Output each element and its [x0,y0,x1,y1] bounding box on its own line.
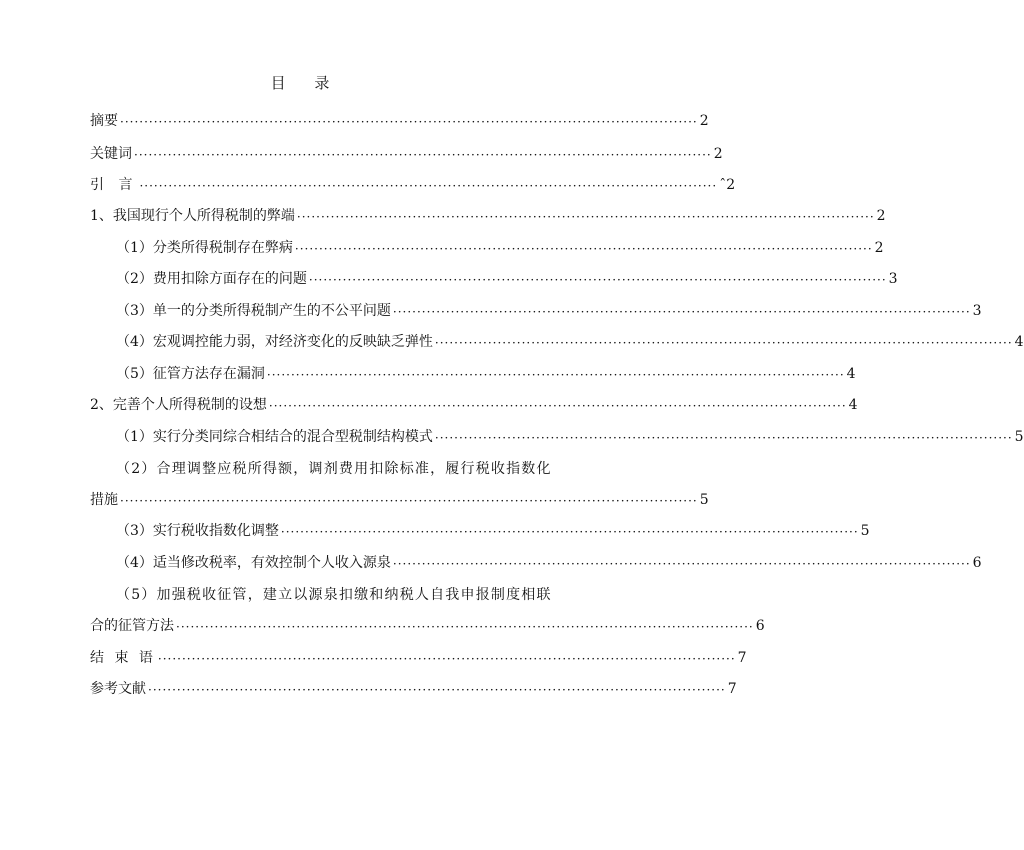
toc-entry-page: 6 [972,555,982,571]
toc-entry-conclusion[interactable] [90,647,747,669]
toc-entry-1-2[interactable] [116,268,898,290]
toc-entry-page: 4 [848,397,858,413]
dot-leader: ························································································································ [134,148,712,162]
toc-entry-label: 引 言 [90,177,138,193]
toc-entry-introduction[interactable] [90,174,736,196]
toc-entry-2-3[interactable] [116,520,870,542]
toc-entry-label: 措施 [90,492,118,508]
toc-entry-page: 3 [972,303,982,319]
dot-leader: ························································································································ [280,525,859,539]
toc-entry-2-4[interactable] [116,552,982,574]
toc-entry-label: （3）实行税收指数化调整 [116,523,279,539]
toc-entry-page: 2 [874,240,884,256]
toc-entry-page: 5 [1014,429,1024,445]
dot-leader: ························································································································ [296,210,875,224]
toc-entry-references[interactable] [90,678,737,700]
toc-entry-page: 4 [846,366,856,382]
dot-leader: ························································································································ [157,652,736,666]
toc-entry-2-5-line-1[interactable]: （5）加强税收征管，建立以源泉扣缴和纳税人自我申报制度相联 [116,587,552,603]
dot-leader: ························································································································ [266,368,845,382]
dot-leader: ························································································································ [434,431,1013,445]
toc-entry-page: 5 [860,523,870,539]
dot-leader: ························································································································ [120,494,698,508]
toc-entry-label: 结 束 语 [90,650,156,666]
toc-entry-label: （1）实行分类同综合相结合的混合型税制结构模式 [116,429,433,445]
dot-leader: ························································································································ [294,242,873,256]
toc-title: 目 录 [270,74,342,92]
dot-leader: ························································································································ [139,179,718,193]
toc-entry-label: （4）宏观调控能力弱，对经济变化的反映缺乏弹性 [116,334,433,350]
toc-entry-2-5[interactable] [90,615,765,637]
toc-entry-section-2[interactable] [90,394,858,416]
dot-leader: ························································································································ [268,399,847,413]
toc-entry-label: （5）征管方法存在漏洞 [116,366,265,382]
toc-entry-page: 2 [876,208,886,224]
toc-entry-page: 7 [727,681,737,697]
toc-entry-label: 参考文献 [90,681,146,697]
dot-leader: ························································································································ [148,683,726,697]
toc-entry-label: （3）单一的分类所得税制产生的不公平问题 [116,303,391,319]
dot-leader: ························································································································ [120,115,698,129]
dot-leader: ························································································································ [308,273,887,287]
toc-entry-label: （1）分类所得税制存在弊病 [116,240,293,256]
toc-entry-2-2-line-1[interactable]: （2）合理调整应税所得额，调剂费用扣除标准，履行税收指数化 [116,461,552,477]
toc-entry-2-2[interactable] [90,489,709,511]
dot-leader: ························································································································ [434,336,1013,350]
toc-entry-1-4[interactable] [116,331,1024,353]
toc-entry-label: （4）适当修改税率，有效控制个人收入源泉 [116,555,391,571]
toc-entry-label: （2）费用扣除方面存在的问题 [116,271,307,287]
dot-leader: ························································································································ [176,620,754,634]
toc-entry-page: 6 [755,618,765,634]
toc-entry-section-1[interactable] [90,205,886,227]
toc-entry-page: 3 [888,271,898,287]
toc-entry-label: 1、我国现行个人所得税制的弊端 [90,208,295,224]
toc-entry-abstract[interactable] [90,110,709,132]
toc-entry-2-1[interactable] [116,426,1024,448]
toc-entry-page: 7 [737,650,747,666]
toc-entry-page: 5 [699,492,709,508]
toc-entry-label: 摘要 [90,113,118,129]
toc-entry-1-5[interactable] [116,363,856,385]
toc-entry-page: 2 [713,146,723,162]
toc-entry-keywords[interactable] [90,143,723,165]
toc-entry-label: 合的征管方法 [90,618,174,634]
toc-entry-label: 2、完善个人所得税制的设想 [90,397,267,413]
toc-entry-label: 关键词 [90,146,132,162]
toc-entry-page: 4 [1014,334,1024,350]
toc-entry-1-1[interactable] [116,237,884,259]
toc-entry-page: 2 [699,113,709,129]
toc-entry-page: ˆ2 [719,177,736,193]
dot-leader: ························································································································ [392,305,971,319]
dot-leader: ························································································································ [392,557,971,571]
toc-entry-1-3[interactable] [116,300,982,322]
